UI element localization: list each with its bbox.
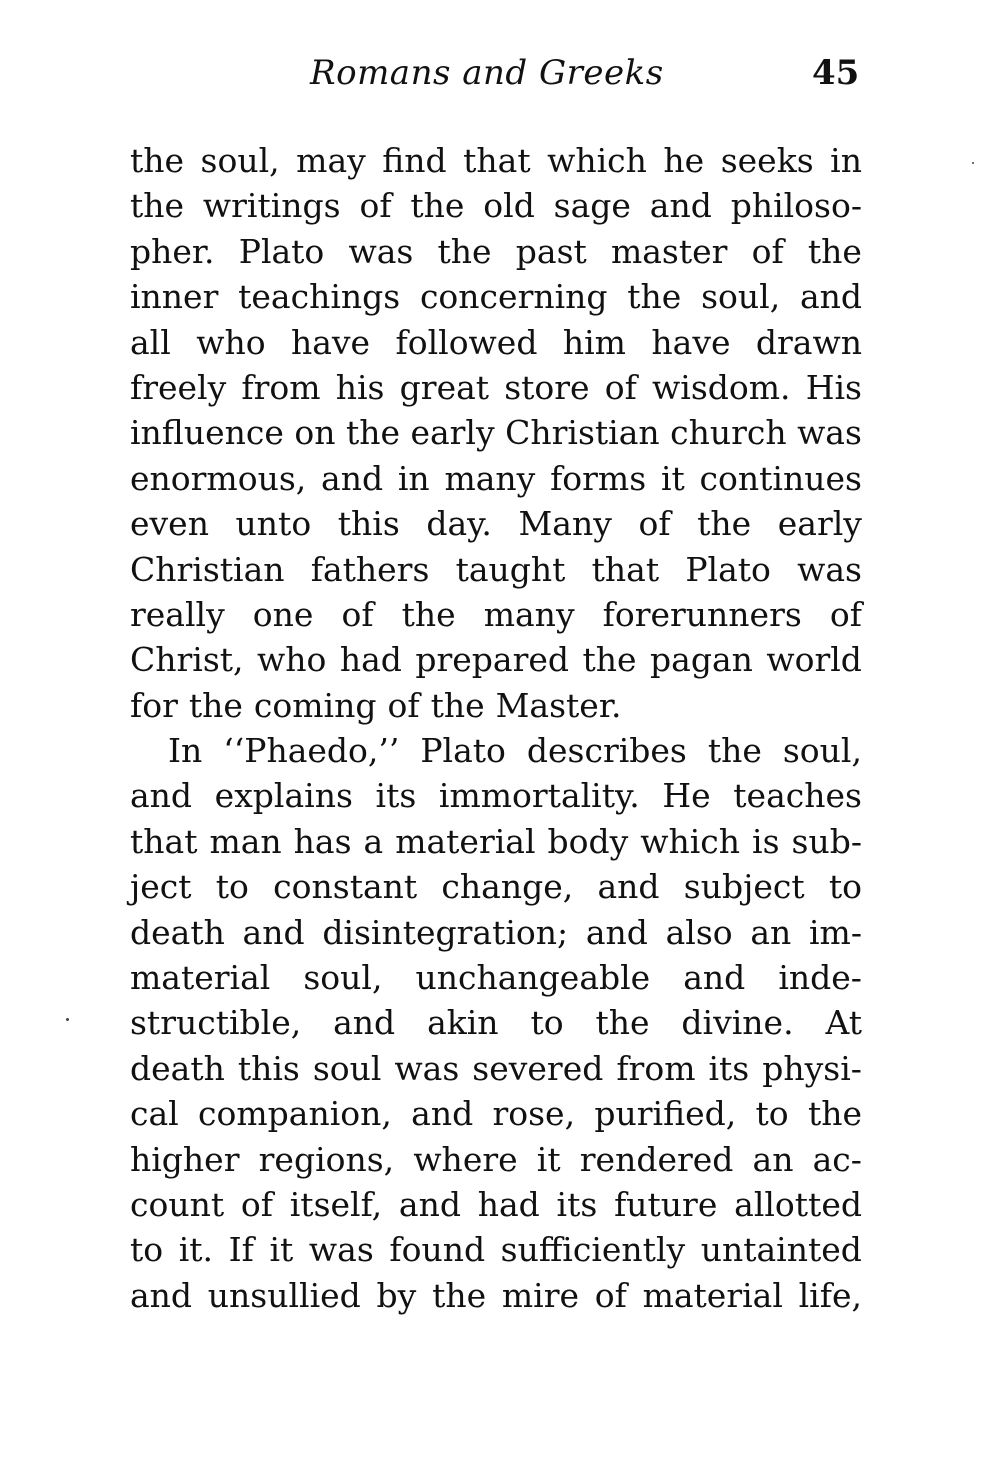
text-line: death and disintegration; and also an im-: [130, 912, 862, 952]
text-line: ject to constant change, and subject to: [130, 867, 862, 907]
text-line: influence on the early Christian church was: [130, 413, 862, 453]
text-line: to it. If it was found sufficiently untainted: [130, 1230, 862, 1270]
text-line: Christian fathers taught that Plato was: [130, 549, 862, 589]
running-title: Romans and Greeks: [310, 53, 664, 93]
text-line: material soul, unchangeable and inde-: [130, 958, 862, 998]
text-line: really one of the many forerunners of: [130, 594, 862, 634]
text-line: even unto this day. Many of the early: [130, 504, 862, 544]
page-number: 45: [812, 53, 860, 93]
text-line: and explains its immortality. He teaches: [130, 776, 862, 816]
text-line: death this soul was severed from its physi-: [130, 1048, 862, 1088]
text-line: Christ, who had prepared the pagan world: [130, 640, 862, 680]
text-line: the writings of the old sage and philoso-: [130, 186, 862, 226]
text-line: In ‘‘Phaedo,’’ Plato describes the soul,: [168, 731, 862, 771]
scan-speck: [66, 1018, 69, 1021]
text-line: inner teachings concerning the soul, and: [130, 277, 862, 317]
text-line: higher regions, where it rendered an ac-: [130, 1139, 862, 1179]
text-line: cal companion, and rose, purified, to the: [130, 1094, 862, 1134]
text-line: for the coming of the Master.: [130, 685, 622, 725]
text-line: enormous, and in many forms it continues: [130, 458, 862, 498]
text-line: the soul, may find that which he seeks in: [130, 141, 862, 180]
text-line: that man has a material body which is sub-: [130, 821, 862, 861]
text-line: pher. Plato was the past master of the: [130, 231, 862, 271]
text-line: freely from his great store of wisdom. His: [130, 367, 862, 407]
text-line: all who have followed him have drawn: [130, 322, 862, 362]
text-line: and unsullied by the mire of material life,: [130, 1275, 862, 1315]
text-line: structible, and akin to the divine. At: [130, 1003, 862, 1043]
body-text: [130, 138, 862, 1318]
scan-speck: [972, 162, 974, 164]
text-line: count of itself, and had its future allotted: [130, 1184, 862, 1224]
